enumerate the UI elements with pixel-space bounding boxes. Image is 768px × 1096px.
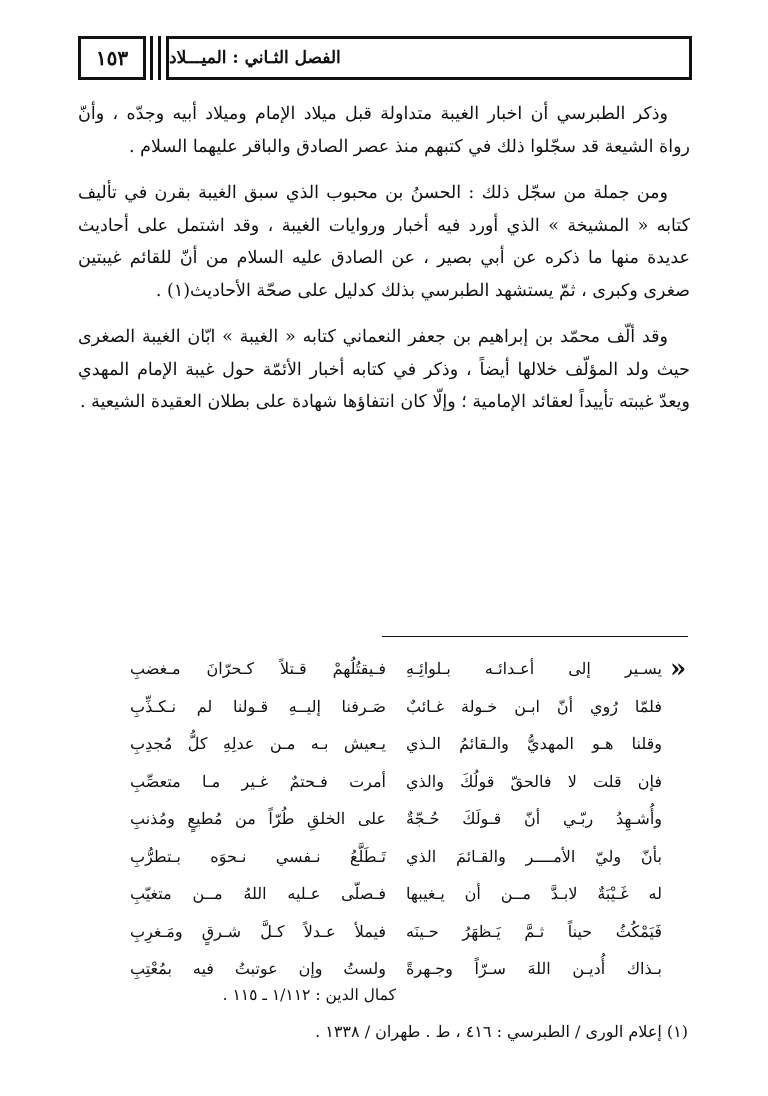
first-hemistich: فَيَمْكُثُ حيناً ثـمَّ يَـظهَرُ حـينَه [406, 921, 662, 941]
first-hemistich: فإن قلت لا فالحقّ قولُكَ والذي [406, 771, 662, 791]
poem-verse [130, 875, 662, 913]
poem-verse [130, 800, 662, 838]
poem-marker: » [670, 654, 687, 684]
chapter-title: الفصل الثـاني : الميـــلاد [166, 36, 692, 80]
first-hemistich: بأنّ وليّ الأمــــر والقـائمَ الذي [406, 846, 662, 866]
main-text [78, 98, 690, 433]
poem-verse [130, 838, 662, 876]
second-hemistich: على الخلقِ طُرّاً من مُطيعٍ ومُذنبِ [130, 809, 386, 829]
page-header [78, 36, 692, 84]
header-divider [150, 36, 153, 80]
first-hemistich: له غَـيْبَةٌ لابـدَّ مــن أن يـغيبها [406, 884, 662, 904]
poem-verse [130, 913, 662, 951]
first-hemistich: وأُشـهِدُ ربّـي أنّ قـولَكَ حُـجّةٌ [406, 809, 662, 829]
second-hemistich: أمرت فـحتمٌ غـير مـا متعصِّبِ [130, 771, 386, 791]
second-hemistich: ولستُ وإن عوتبتُ فيه بمُعْتِبِ [130, 959, 386, 979]
second-hemistich: يـعيش بـه مـن عدلِهِ كلُّ مُجدِبِ [130, 734, 386, 754]
first-hemistich: بـذاك أُديـن اللهَ سـرّاً وجـهرةً [406, 959, 662, 979]
poem-source: كمال الدين : ١/١١٢ ـ ١١٥ . [222, 986, 396, 1004]
footnote: (١) إعلام الورى / الطبرسي : ٤١٦ ، ط . طهران / ١٣٣٨ . [315, 1022, 688, 1041]
second-hemistich: صَـرفنا إليــهِ قـولنا لم نـكـذِّبِ [130, 696, 386, 716]
first-hemistich: فلمّا رُوي أنّ ابـن خـولة غـائبٌ [406, 696, 662, 716]
paragraph: وذكر الطبرسي أن اخبار الغيبة متداولة قبل ميلاد الإمام وميلاد أبيه وجدّه ، وأنّ رواة الشيعة قد سجّلوا ذلك في كتبهم منذ عصر الصادق والباقر عليهما السلام . [78, 104, 690, 157]
poem-verse [130, 950, 662, 988]
second-hemistich: فـصلّى عـليه اللهُ مــن متغيّبِ [130, 884, 386, 904]
second-hemistich: تَـطَلَّعُ نـفسي نـحوَه بـتطرُّبِ [130, 846, 386, 866]
first-hemistich: يسـير إلى أعـدائـه بـلوائِـهِ [406, 659, 662, 679]
poem-verse [130, 688, 662, 726]
second-hemistich: فـيقتُلُهمْ قـتلاً كـحرّانَ مـغضبِ [130, 659, 386, 679]
page-number: ١٥٣ [78, 36, 146, 80]
paragraph: وقد ألّف محمّد بن إبراهيم بن جعفر النعماني كتابه « الغيبة » ابّان الغيبة الصغرى حيث ولد المؤلّف خلالها أيضاً ، وذكر في كتابه أخبار الأئمّة حول غيبة الإمام المهدي ويعدّ غيبته تأييداً لعقائد الإمامية ؛ وإلّا كان انتفاؤها شهادة على بطلان العقيدة الشيعية . [78, 327, 690, 412]
paragraph: ومن جملة من سجّل ذلك : الحسنُ بن محبوب الذي سبق الغيبة بقرن في تأليف كتابه « المشيخة » الذي أورد فيه أخبار وروايات الغيبة ، وقد اشتمل على أحاديث عديدة منها ما ذكره عن أبي بصير ، عن الصادق عليه السلام من أنّ للقائم غيبتين صغرى وكبرى ، ثمّ يستشهد الطبرسي بذلك كدليل على صحّة الأحاديث(١) . [78, 183, 690, 301]
poem-verse [130, 763, 662, 801]
second-hemistich: فيملأ عـدلاً كـلَّ شـرقٍ ومَـغرِبِ [130, 921, 386, 941]
poem [130, 650, 662, 988]
header-divider [158, 36, 161, 80]
poem-verse [130, 650, 662, 688]
footnote-separator [382, 636, 688, 637]
first-hemistich: وقلنا هـو المهديُّ والـقائمُ الـذي [406, 734, 662, 754]
poem-verse [130, 725, 662, 763]
